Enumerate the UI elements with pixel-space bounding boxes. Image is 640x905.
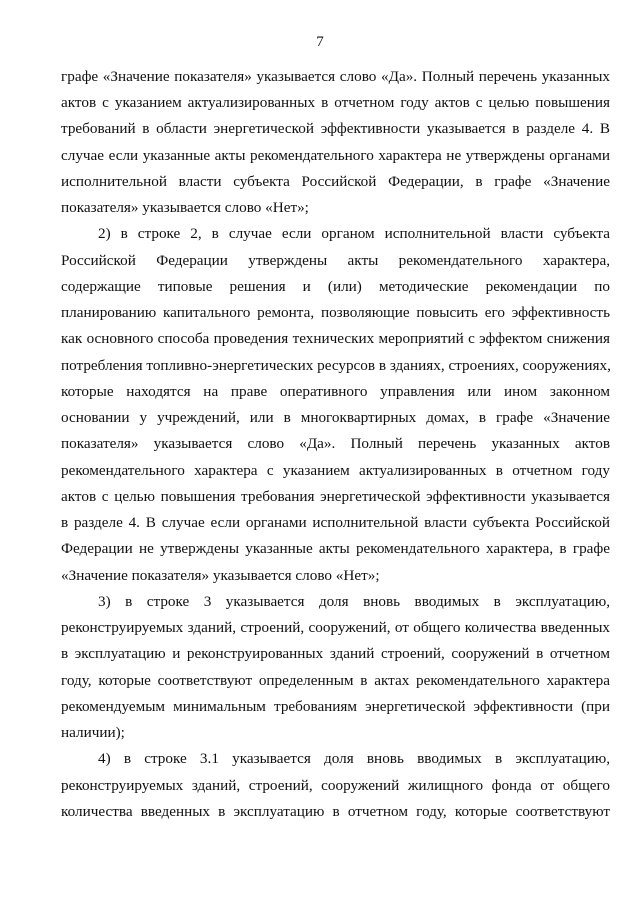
paragraph-2-line-10: рекомендательного характера с указанием актуализированных в отчетном году bbox=[61, 462, 610, 479]
paragraph-1-line-6: показателя» указывается слово «Нет»; bbox=[61, 199, 309, 216]
paragraph-1-line-5: исполнительной власти субъекта Российской Федерации, в графе «Значение bbox=[61, 173, 610, 190]
paragraph-3-line-4: году, которые соответствуют определенным в актах рекомендательного характера bbox=[61, 672, 610, 689]
paragraph-4-line-2: реконструируемых зданий, строений, сооружений жилищного фонда от общего bbox=[61, 777, 610, 794]
paragraph-3-line-1: 3) в строке 3 указывается доля вновь вводимых в эксплуатацию, bbox=[98, 593, 610, 610]
paragraph-3-line-3: в эксплуатацию и реконструированных зданий строений, сооружений в отчетном bbox=[61, 645, 610, 662]
paragraph-4-line-3: количества введенных в эксплуатацию в отчетном году, которые соответствуют bbox=[61, 803, 610, 820]
paragraph-2-line-8: основании у учреждений, или в многоквартирных домах, в графе «Значение bbox=[61, 409, 610, 426]
paragraph-1-line-4: случае если указанные акты рекомендательного характера не утверждены органами bbox=[61, 147, 610, 164]
paragraph-2-line-9: показателя» указывается слово «Да». Полный перечень указанных актов bbox=[61, 435, 610, 452]
paragraph-2-line-3: содержащие типовые решения и (или) методические рекомендации по bbox=[61, 278, 610, 295]
paragraph-2-line-11: актов с целью повышения требования энергетической эффективности указывается bbox=[61, 488, 610, 505]
paragraph-2-line-7: которые находятся на праве оперативного управления или ином законном bbox=[61, 383, 610, 400]
paragraph-2-line-1: 2) в строке 2, в случае если органом исполнительной власти субъекта bbox=[98, 225, 610, 242]
paragraph-1-line-3: требований в области энергетической эффективности указывается в разделе 4. В bbox=[61, 120, 610, 137]
page-number: 7 bbox=[316, 34, 324, 50]
paragraph-2-line-14: «Значение показателя» указывается слово «Нет»; bbox=[61, 567, 380, 584]
paragraph-3-line-6: наличии); bbox=[61, 724, 125, 741]
paragraph-3-line-5: рекомендуемым минимальным требованиям энергетической эффективности (при bbox=[61, 698, 610, 715]
paragraph-2-line-5: как основного способа проведения технических мероприятий с эффектом снижения bbox=[61, 330, 610, 347]
paragraph-1-line-2: актов с указанием актуализированных в отчетном году актов с целью повышения bbox=[61, 94, 610, 111]
paragraph-1-line-1: графе «Значение показателя» указывается слово «Да». Полный перечень указанных bbox=[61, 68, 610, 85]
paragraph-3-line-2: реконструируемых зданий, строений, сооружений, от общего количества введенных bbox=[61, 619, 610, 636]
paragraph-4-line-1: 4) в строке 3.1 указывается доля вновь вводимых в эксплуатацию, bbox=[98, 750, 610, 767]
paragraph-2-line-13: Федерации не утверждены указанные акты рекомендательного характера, в графе bbox=[61, 540, 610, 557]
paragraph-2-line-12: в разделе 4. В случае если органами исполнительной власти субъекта Российской bbox=[61, 514, 610, 531]
paragraph-2-line-4: планированию капитального ремонта, позволяющие повысить его эффективность bbox=[61, 304, 610, 321]
paragraph-2-line-2: Российской Федерации утверждены акты рекомендательного характера, bbox=[61, 252, 610, 269]
paragraph-2-line-6: потребления топливно-энергетических ресурсов в зданиях, строениях, сооружениях, bbox=[61, 357, 611, 374]
